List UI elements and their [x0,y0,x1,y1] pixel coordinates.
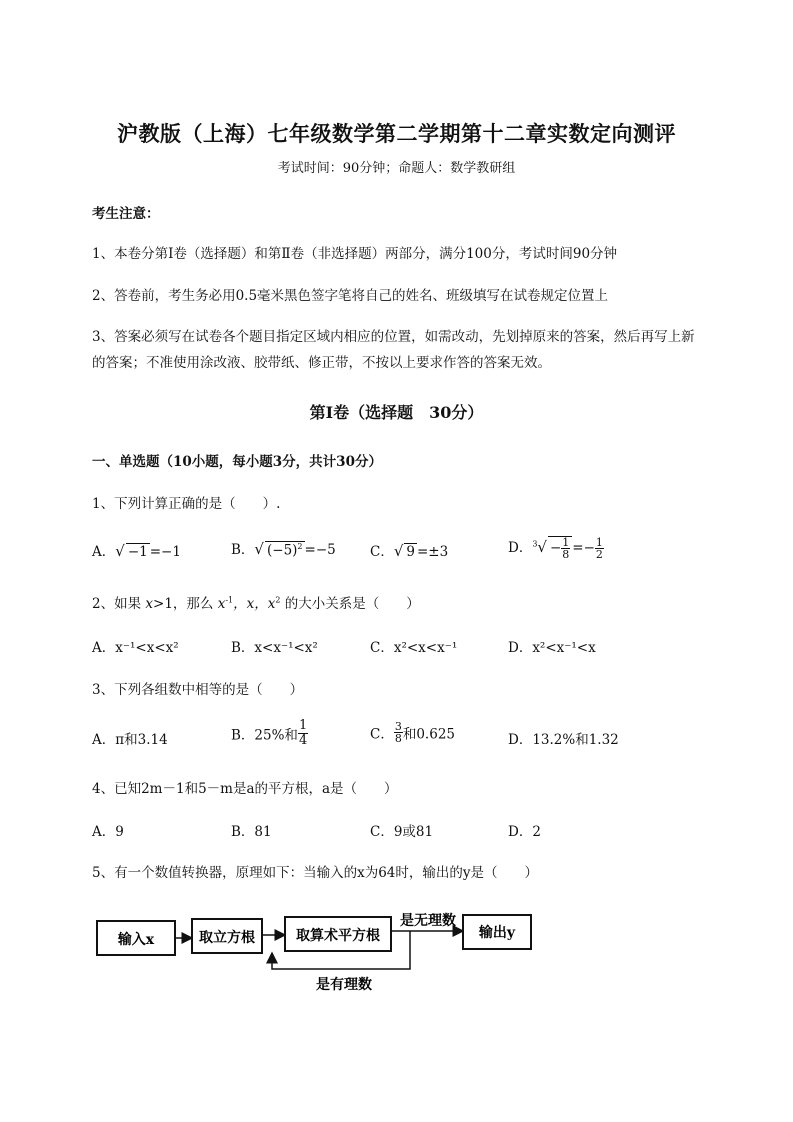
q1-d-label: D． [508,540,533,556]
q2-stem: 2、如果 x>1，那么 $x^{-1}$，x，$x^2$ 的大小关系是（ ） [92,595,420,612]
q3-option-c: C． $\frac{3}{8}$ 和0.625 [370,720,455,745]
q4-option-c: C．9或81 [370,824,434,840]
q1-c-label: C． [370,544,394,560]
page-title: 沪教版（上海）七年级数学第二学期第十二章实数定向测评 [117,121,676,146]
q1-a-rhs: =−1 [149,544,181,560]
q2-option-c: C．x²<x<x⁻¹ [370,640,458,656]
q1-c-rhs: =±3 [417,544,449,560]
q3-option-b: B．25%和 $\frac{1}{4}$ [231,718,308,748]
notice-item-3-line2: 的答案；不准使用涂改液、胶带纸、修正带，不按以上要求作答的答案无效。 [92,355,551,371]
notice-item-2: 2、答卷前，考生务必用0.5毫米黑色签字笔将自己的姓名、班级填写在试卷规定位置上 [92,288,609,304]
q2-option-b: B．x<x⁻¹<x² [231,640,318,656]
q4-stem: 4、已知2m－1和5－m是a的平方根，a是（ ） [92,781,398,797]
q3-option-a: A．π和3.14 [92,732,168,748]
q5-stem: 5、有一个数值转换器，原理如下：当输入的x为64时，输出的y是（ ） [92,865,539,881]
cube-root-label: 取立方根 [199,930,255,946]
radical-sign: √ [393,542,404,560]
q3-option-d: D．13.2%和1.32 [508,732,619,748]
irrational-label: 是无理数 [400,913,456,929]
radical-sign: √ [254,540,264,558]
q1-option-b [231,538,336,558]
q3-stem: 3、下列各组数中相等的是（ ） [92,682,304,698]
q2-option-a: A．x⁻¹<x<x² [92,640,179,656]
radical-sign: √ [115,542,125,560]
q1-d-equals: =− [572,540,595,556]
q1-d-sign: − [549,540,562,556]
notice-item-3-line1: 3、答案必须写在试卷各个题目指定区域内相应的位置，如需改动，先划掉原来的答案，然后再写上新 [92,329,695,345]
q1-a-label: A． [92,544,116,560]
q3-b-fraction: $\frac{1}{4}$ [298,718,308,748]
notice-heading: 考生注意： [92,206,160,222]
q1-stem: 1、下列计算正确的是（ ）. [92,496,281,512]
notice-item-1: 1、本卷分第Ⅰ卷（选择题）和第Ⅱ卷（非选择题）两部分，满分100分，考试时间90分钟 [92,246,618,262]
q4-option-b: B．81 [231,824,272,840]
exam-info: 考试时间：90分钟；命题人：数学教研组 [277,161,516,176]
section-title: 第Ⅰ卷（选择题 30分） [309,403,484,422]
q1-b-rhs: =−5 [304,542,336,558]
square-root-label: 取算术平方根 [296,928,380,944]
q1-b-radicand: (−5) [266,542,298,558]
part-heading: 一、单选题（10小题，每小题3分，共计30分） [92,454,382,470]
q1-option-a [92,540,181,560]
q1-b-exponent: 2 [297,541,303,551]
q2-option-d: D．x²<x⁻¹<x [508,640,596,656]
q1-option-d [508,536,604,560]
number-converter-flowchart [90,905,550,1000]
q1-d-result-fraction: $\frac{1}{2}$ [595,536,603,561]
input-label: 输入x [117,932,155,948]
rational-label: 是有理数 [316,977,372,993]
q1-a-radicand: −1 [127,544,148,560]
q3-c-fraction: $\frac{3}{8}$ [394,720,402,745]
q1-option-c [370,540,448,560]
q1-b-label: B． [231,542,255,558]
output-label: 输出y [478,925,516,941]
radical-sign: √ [537,538,547,556]
q1-d-root-index: 3 [532,539,538,549]
q4-option-a: A．9 [92,824,124,840]
q1-c-radicand: 9 [406,544,415,560]
q1-d-fraction: $\frac{1}{8}$ [562,536,570,561]
q4-option-d: D．2 [508,824,541,840]
